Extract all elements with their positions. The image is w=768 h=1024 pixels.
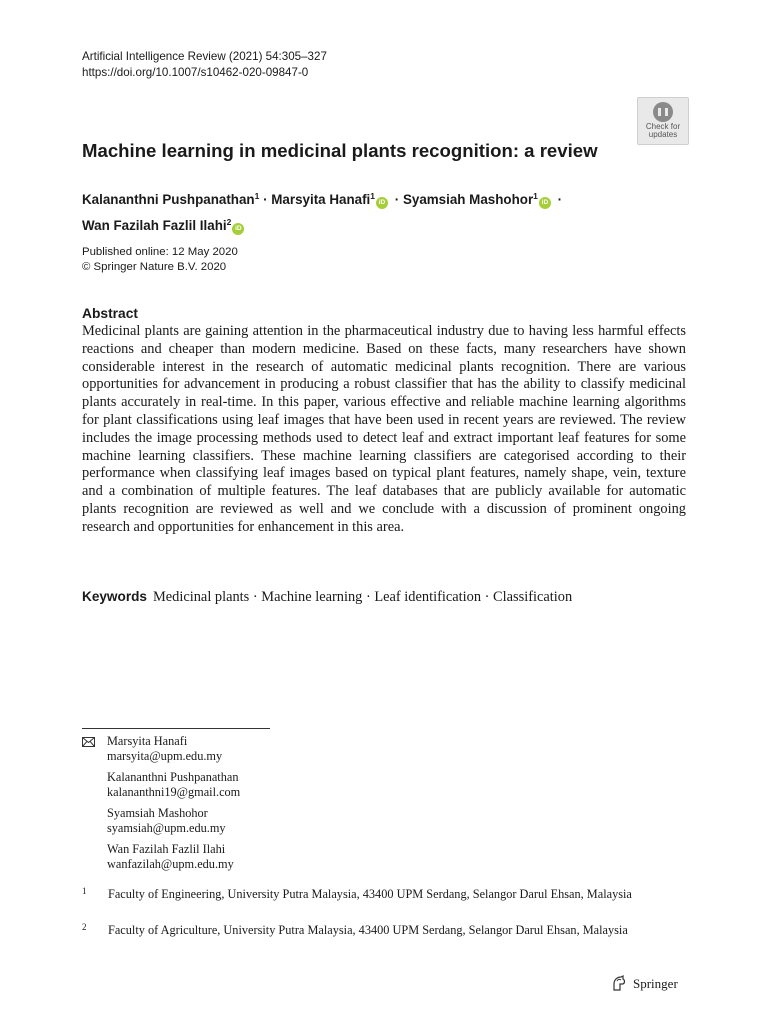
author-separator: ·	[557, 192, 563, 207]
contact-name: Wan Fazilah Fazlil Ilahi	[107, 842, 226, 856]
contact-entry	[107, 734, 240, 764]
affiliation-marker: 1	[533, 191, 538, 201]
corresponding-contacts	[107, 734, 240, 878]
contact-entry	[107, 842, 240, 872]
author-list	[82, 185, 682, 237]
contact-entry	[107, 806, 240, 836]
contact-name: Kalananthni Pushpanathan	[107, 770, 239, 784]
keywords-line	[82, 589, 572, 606]
contact-email[interactable]: syamsiah@upm.edu.my	[107, 821, 226, 835]
author-name: Syamsiah Mashohor	[402, 192, 534, 207]
check-for-updates-badge[interactable]	[637, 97, 689, 145]
springer-horse-icon	[611, 975, 627, 992]
paper-title: Machine learning in medicinal plants recognition: a review	[82, 140, 598, 161]
affiliation-entry	[82, 887, 682, 902]
contact-email[interactable]: wanfazilah@upm.edu.my	[107, 857, 234, 871]
contact-name: Syamsiah Mashohor	[107, 806, 208, 820]
affiliation-text: Faculty of Engineering, University Putra Malaysia, 43400 UPM Serdang, Selangor Darul Ehsan, Malaysia	[108, 887, 632, 901]
publisher-logo	[611, 975, 678, 992]
contact-entry	[107, 770, 240, 800]
contact-email[interactable]: marsyita@upm.edu.my	[107, 749, 223, 763]
keywords-text: Medicinal plants · Machine learning · Leaf identification · Classification	[152, 589, 573, 605]
affiliation-marker: 2	[226, 217, 232, 227]
footnote-divider	[82, 728, 270, 729]
journal-citation: Artificial Intelligence Review (2021) 54:305–327	[82, 50, 327, 63]
author-name: Marsyita Hanafi	[271, 192, 371, 207]
orcid-icon[interactable]: iD	[539, 197, 551, 209]
publisher-name: Springer	[633, 975, 678, 991]
author-separator: ·	[263, 192, 268, 207]
author-name: Wan Fazilah Fazlil Ilahi	[82, 218, 227, 233]
orcid-icon[interactable]: iD	[232, 223, 244, 235]
affiliation-marker: 1	[254, 191, 260, 201]
affiliation-number: 2	[82, 922, 87, 932]
journal-header	[82, 49, 327, 81]
publication-info	[82, 245, 238, 275]
abstract-text: Medicinal plants are gaining attention in the pharmaceutical industry due to having less harmful effects reactions and cheaper than modern medicine. Based on these facts, many researchers have shown considerable interest in the research of automatic medicinal plants recognition. There are various opportunities for advancement in producing a robust classifier that has the ability to classify medicinal plants accurately in real-time. In this paper, various effective and reliable machine learning algorithms for plant classifications using leaf images that have been used in recent years are reviewed. The review includes the image processing methods used to detect leaf and extract important leaf features for some machine learning classifiers. These machine learning classifiers are categorised according to their performance when classifying leaf images based on typical plant features, namely shape, vein, texture and a combination of multiple features. The leaf databases that are publicly available for automatic plants recognition are reviewed as well and we conclude with a discussion of prominent ongoing research and opportunities for enhancement in this area.	[82, 323, 686, 535]
orcid-icon[interactable]: iD	[376, 197, 388, 209]
abstract-heading: Abstract	[82, 306, 138, 321]
author-name: Kalananthni Pushpanathan	[82, 192, 255, 207]
contact-name: Marsyita Hanafi	[107, 734, 188, 748]
check-for-updates-icon	[653, 102, 673, 122]
affiliation-marker: 1	[370, 191, 375, 201]
published-date: Published online: 12 May 2020	[82, 246, 238, 258]
keywords-label: Keywords	[82, 589, 147, 604]
contact-email[interactable]: kalananthni19@gmail.com	[107, 785, 241, 799]
badge-line-1: Check for	[645, 122, 681, 131]
envelope-icon	[82, 737, 95, 747]
doi-link[interactable]: https://doi.org/10.1007/s10462-020-09847-0	[82, 66, 309, 79]
author-separator: ·	[394, 192, 400, 207]
affiliation-entry	[82, 923, 682, 938]
copyright-line: © Springer Nature B.V. 2020	[82, 261, 227, 273]
affiliation-number: 1	[82, 886, 87, 896]
affiliation-text: Faculty of Agriculture, University Putra Malaysia, 43400 UPM Serdang, Selangor Darul Ehsan, Malaysia	[108, 923, 628, 937]
badge-line-2: updates	[648, 130, 678, 139]
